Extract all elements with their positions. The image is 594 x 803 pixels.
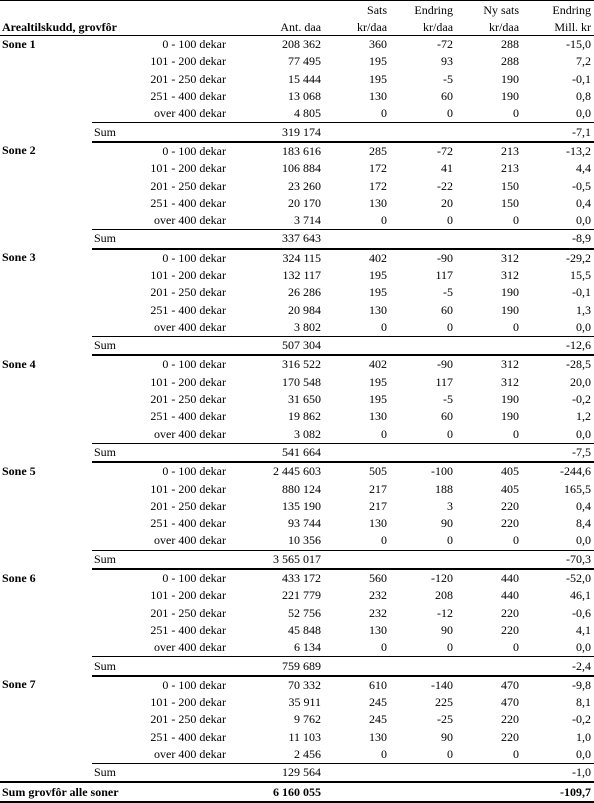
table-row (0, 711, 594, 728)
ant-daa-value: 11 103 (288, 729, 322, 744)
sats-value: 130 (369, 302, 388, 317)
endring-mill-value: 0,4 (576, 195, 592, 210)
endring-value: 90 (441, 516, 454, 531)
ny-sats-value: 0 (513, 747, 520, 762)
sats-value: 610 (369, 677, 388, 692)
table-row (0, 408, 594, 425)
ny-sats-value: 0 (513, 533, 520, 548)
ny-sats-value: 470 (501, 695, 520, 710)
sum-endring-mill: -8,9 (522, 230, 594, 249)
zone-name: Sone 5 (2, 463, 36, 478)
sats-value: 232 (369, 588, 388, 603)
ny-sats-value: 220 (501, 729, 520, 744)
endring-mill-value: -28,5 (566, 357, 592, 372)
table-row (0, 195, 594, 212)
table-row (0, 177, 594, 194)
endring-value: -72 (437, 143, 454, 158)
table-row (0, 267, 594, 284)
sum-endring-mill: -7,1 (522, 123, 594, 142)
endring-value: -5 (443, 392, 454, 407)
endring-mill-value: 8,1 (576, 695, 592, 710)
ny-sats-value: 190 (501, 302, 520, 317)
sats-value: 195 (369, 54, 388, 69)
ny-sats-value: 288 (501, 54, 520, 69)
table-row (0, 639, 594, 657)
zone-name: Sone 3 (2, 250, 36, 265)
endring-mill-value: 1,2 (576, 409, 592, 424)
interval-label: 251 - 400 dekar (150, 409, 226, 424)
table-row (0, 301, 594, 318)
sats-value: 0 (381, 213, 388, 228)
ant-daa-value: 3 802 (294, 319, 322, 334)
interval-label: 201 - 250 dekar (150, 712, 226, 727)
endring-mill-value: 4,4 (576, 161, 592, 176)
table-row (0, 105, 594, 123)
sum-endring-mill: -7,5 (522, 443, 594, 462)
sats-value: 195 (369, 392, 388, 407)
endring-mill-value: 8,4 (576, 516, 592, 531)
ny-sats-value: 440 (501, 571, 520, 586)
endring-value: 3 (447, 498, 454, 513)
table-row (0, 374, 594, 391)
interval-label: 201 - 250 dekar (150, 605, 226, 620)
ant-daa-value: 70 332 (288, 677, 322, 692)
endring-mill-value: 0,0 (576, 640, 592, 655)
sats-value: 0 (381, 319, 388, 334)
ant-daa-value: 2 456 (294, 747, 322, 762)
ny-sats-value: 213 (501, 161, 520, 176)
table-row (0, 88, 594, 105)
table-row (0, 249, 594, 267)
endring-value: -25 (437, 712, 454, 727)
interval-label: over 400 dekar (154, 426, 226, 441)
table-row (0, 284, 594, 301)
ant-daa-value: 324 115 (282, 250, 322, 265)
interval-label: over 400 dekar (154, 319, 226, 334)
interval-label: 201 - 250 dekar (150, 285, 226, 300)
table-row (0, 160, 594, 177)
table-row (0, 569, 594, 587)
ny-sats-value: 220 (501, 622, 520, 637)
endring-value: -5 (443, 285, 454, 300)
zone-sum-row (0, 337, 594, 356)
table-title: Arealtilskudd, grovfôr (0, 18, 234, 36)
interval-label: 201 - 250 dekar (150, 178, 226, 193)
endring-mill-value: -0,1 (572, 71, 592, 86)
header-endring: Endring (414, 3, 454, 17)
sats-value: 232 (369, 605, 388, 620)
header-sats: Sats (367, 3, 388, 17)
interval-label: 201 - 250 dekar (150, 71, 226, 86)
zone-sum-row (0, 657, 594, 676)
ant-daa-value: 20 170 (288, 195, 322, 210)
endring-mill-value: 165,5 (564, 481, 592, 496)
ny-sats-value: 470 (501, 677, 520, 692)
sats-value: 0 (381, 106, 388, 121)
sats-value: 0 (381, 533, 388, 548)
interval-label: 201 - 250 dekar (150, 392, 226, 407)
sats-value: 560 (369, 571, 388, 586)
endring-value: 0 (447, 640, 454, 655)
ant-daa-value: 221 779 (282, 588, 322, 603)
ny-sats-value: 220 (501, 516, 520, 531)
header-ny-sats: Ny sats (483, 3, 520, 17)
endring-value: 60 (441, 89, 454, 104)
sum-endring-mill: -12,6 (522, 337, 594, 356)
sum-label: Sum (92, 764, 234, 783)
ny-sats-value: 405 (501, 464, 520, 479)
endring-mill-value: 1,3 (576, 302, 592, 317)
interval-label: 101 - 200 dekar (150, 374, 226, 389)
interval-label: 101 - 200 dekar (150, 588, 226, 603)
endring-mill-value: 20,0 (570, 374, 592, 389)
endring-mill-value: 0,4 (576, 498, 592, 513)
sats-value: 195 (369, 268, 388, 282)
table-row (0, 212, 594, 230)
header-row-2 (0, 18, 594, 36)
sum-label: Sum (92, 123, 234, 142)
endring-value: 0 (447, 426, 454, 441)
interval-label: 101 - 200 dekar (150, 481, 226, 496)
zone-sum-row (0, 123, 594, 142)
endring-mill-value: -15,0 (566, 37, 592, 52)
ny-sats-value: 312 (501, 268, 520, 282)
ant-daa-value: 52 756 (288, 605, 322, 620)
sats-value: 402 (369, 357, 388, 372)
table-row (0, 71, 594, 88)
endring-value: 0 (447, 213, 454, 228)
endring-value: 225 (435, 695, 454, 710)
interval-label: 0 - 100 dekar (162, 250, 226, 265)
ny-sats-value: 312 (501, 250, 520, 265)
ant-daa-value: 208 362 (282, 37, 322, 52)
header-ant-daa: Ant. daa (234, 18, 324, 36)
table-row (0, 355, 594, 373)
interval-label: over 400 dekar (154, 213, 226, 228)
ny-sats-value: 312 (501, 357, 520, 372)
zone-sum-row (0, 443, 594, 462)
interval-label: 0 - 100 dekar (162, 464, 226, 479)
sum-ant-daa: 129 564 (234, 764, 324, 783)
zone-name: Sone 7 (2, 677, 36, 692)
table-row (0, 515, 594, 532)
ant-daa-value: 183 616 (282, 143, 322, 158)
ant-daa-value: 9 762 (294, 712, 322, 727)
endring-mill-value: 0,8 (576, 89, 592, 104)
table-row (0, 729, 594, 746)
sats-value: 360 (369, 37, 388, 52)
sats-value: 195 (369, 71, 388, 86)
interval-label: 101 - 200 dekar (150, 54, 226, 69)
ny-sats-value: 150 (501, 178, 520, 193)
interval-label: over 400 dekar (154, 747, 226, 762)
sats-value: 130 (369, 622, 388, 637)
sats-value: 195 (369, 285, 388, 300)
interval-label: 251 - 400 dekar (150, 195, 226, 210)
interval-label: 251 - 400 dekar (150, 89, 226, 104)
ny-sats-value: 0 (513, 640, 520, 655)
interval-label: 101 - 200 dekar (150, 695, 226, 710)
ny-sats-value: 150 (501, 195, 520, 210)
endring-value: 208 (435, 588, 454, 603)
sats-value: 130 (369, 516, 388, 531)
sats-value: 245 (369, 712, 388, 727)
header-endring-mill: Endring (552, 3, 592, 17)
interval-label: 251 - 400 dekar (150, 302, 226, 317)
ny-sats-value: 190 (501, 392, 520, 407)
ant-daa-value: 433 172 (282, 571, 322, 586)
sum-ant-daa: 337 643 (234, 230, 324, 249)
ant-daa-value: 3 714 (294, 213, 322, 228)
sats-value: 217 (369, 481, 388, 496)
endring-mill-value: 15,5 (570, 268, 592, 282)
endring-mill-value: 0,0 (576, 747, 592, 762)
interval-label: 101 - 200 dekar (150, 161, 226, 176)
ny-sats-value: 0 (513, 213, 520, 228)
zone-sum-row (0, 550, 594, 569)
endring-mill-value: 0,0 (576, 533, 592, 548)
endring-mill-value: 46,1 (570, 588, 592, 603)
interval-label: 251 - 400 dekar (150, 516, 226, 531)
endring-mill-value: -0,2 (572, 712, 592, 727)
interval-label: over 400 dekar (154, 533, 226, 548)
interval-label: 0 - 100 dekar (162, 37, 226, 52)
interval-label: 251 - 400 dekar (150, 729, 226, 744)
endring-value: 0 (447, 106, 454, 121)
ny-sats-value: 190 (501, 89, 520, 104)
sum-endring-mill: -1,0 (522, 764, 594, 783)
endring-mill-value: 4,1 (576, 622, 592, 637)
ny-sats-value: 288 (501, 37, 520, 52)
endring-value: 117 (435, 268, 454, 282)
sats-value: 130 (369, 729, 388, 744)
table-row (0, 36, 594, 54)
interval-label: over 400 dekar (154, 640, 226, 655)
interval-label: 0 - 100 dekar (162, 357, 226, 372)
ny-sats-value: 190 (501, 409, 520, 424)
endring-mill-value: -52,0 (566, 571, 592, 586)
sats-value: 130 (369, 89, 388, 104)
ant-daa-value: 6 134 (294, 640, 322, 655)
table-row (0, 498, 594, 515)
sum-label: Sum (92, 443, 234, 462)
ant-daa-value: 31 650 (288, 392, 322, 407)
sats-value: 245 (369, 695, 388, 710)
endring-value: -22 (437, 178, 454, 193)
sats-value: 195 (369, 374, 388, 389)
ny-sats-value: 190 (501, 285, 520, 300)
zone-name: Sone 6 (2, 570, 36, 585)
table-row (0, 319, 594, 337)
endring-mill-value: -0,5 (572, 178, 592, 193)
table-row (0, 694, 594, 711)
table-row (0, 142, 594, 160)
sum-endring-mill: -2,4 (522, 657, 594, 676)
endring-mill-value: -0,2 (572, 392, 592, 407)
sats-value: 0 (381, 640, 388, 655)
ant-daa-value: 35 911 (288, 695, 322, 710)
table-row (0, 587, 594, 604)
zone-name: Sone 1 (2, 37, 36, 52)
table-row (0, 622, 594, 639)
ny-sats-value: 190 (501, 71, 520, 86)
table-row (0, 426, 594, 444)
ny-sats-value: 220 (501, 498, 520, 513)
ny-sats-value: 312 (501, 374, 520, 389)
ant-daa-value: 23 260 (288, 178, 322, 193)
endring-mill-value: -13,2 (566, 143, 592, 158)
ny-sats-value: 0 (513, 106, 520, 121)
grand-total-endring-mill: -109,7 (522, 782, 594, 801)
ny-sats-value: 220 (501, 605, 520, 620)
ant-daa-value: 13 068 (288, 89, 322, 104)
endring-mill-value: 0,0 (576, 213, 592, 228)
ny-sats-value: 0 (513, 426, 520, 441)
interval-label: 101 - 200 dekar (150, 268, 226, 282)
table-row (0, 676, 594, 694)
ant-daa-value: 77 495 (288, 54, 322, 69)
endring-value: -5 (443, 71, 454, 86)
ant-daa-value: 26 286 (288, 285, 322, 300)
table-row (0, 391, 594, 408)
sum-label: Sum (92, 657, 234, 676)
sum-label: Sum (92, 230, 234, 249)
ant-daa-value: 3 082 (294, 426, 322, 441)
sats-value: 402 (369, 250, 388, 265)
endring-value: 60 (441, 409, 454, 424)
ny-sats-value: 213 (501, 143, 520, 158)
ant-daa-value: 170 548 (282, 374, 322, 389)
table-row (0, 605, 594, 622)
ant-daa-value: 135 190 (282, 498, 322, 513)
endring-value: 90 (441, 622, 454, 637)
sum-ant-daa: 319 174 (234, 123, 324, 142)
endring-mill-value: 7,2 (576, 54, 592, 69)
ant-daa-value: 93 744 (288, 516, 322, 531)
ant-daa-value: 880 124 (282, 481, 322, 496)
grand-total-row (0, 782, 594, 801)
interval-label: 0 - 100 dekar (162, 571, 226, 586)
grand-total-ant: 6 160 055 (234, 782, 324, 801)
ant-daa-value: 45 848 (288, 622, 322, 637)
sats-value: 0 (381, 747, 388, 762)
endring-value: -100 (431, 464, 454, 479)
interval-label: 251 - 400 dekar (150, 622, 226, 637)
endring-value: 90 (441, 729, 454, 744)
zone-body (0, 36, 594, 783)
grand-total-label: Sum grovfôr alle soner (0, 782, 234, 801)
endring-mill-value: -0,6 (572, 605, 592, 620)
sats-value: 285 (369, 143, 388, 158)
endring-mill-value: -0,1 (572, 285, 592, 300)
table-row (0, 746, 594, 764)
sum-ant-daa: 3 565 017 (234, 550, 324, 569)
endring-mill-value: 0,0 (576, 319, 592, 334)
ny-sats-value: 220 (501, 712, 520, 727)
sum-ant-daa: 507 304 (234, 337, 324, 356)
ant-daa-value: 2 445 603 (273, 464, 322, 479)
sats-value: 130 (369, 409, 388, 424)
interval-label: 0 - 100 dekar (162, 677, 226, 692)
ny-sats-value: 0 (513, 319, 520, 334)
endring-mill-value: 1,0 (576, 729, 592, 744)
sum-label: Sum (92, 337, 234, 356)
endring-value: -140 (431, 677, 454, 692)
table-row (0, 532, 594, 550)
header-ny-sats-unit: kr/daa (456, 18, 522, 36)
ant-daa-value: 10 356 (288, 533, 322, 548)
endring-value: -90 (437, 250, 454, 265)
ant-daa-value: 19 862 (288, 409, 322, 424)
endring-value: 41 (441, 161, 454, 176)
endring-value: 188 (435, 481, 454, 496)
endring-mill-value: -9,8 (572, 677, 592, 692)
endring-value: 20 (441, 195, 454, 210)
ant-daa-value: 106 884 (282, 161, 322, 176)
sum-label: Sum (92, 550, 234, 569)
endring-value: -72 (437, 37, 454, 52)
sats-value: 0 (381, 426, 388, 441)
ant-daa-value: 132 117 (282, 268, 322, 282)
endring-value: -90 (437, 357, 454, 372)
table-row (0, 462, 594, 480)
endring-value: 0 (447, 319, 454, 334)
interval-label: 0 - 100 dekar (162, 143, 226, 158)
ant-daa-value: 316 522 (282, 357, 322, 372)
endring-mill-value: -29,2 (566, 250, 592, 265)
interval-label: 201 - 250 dekar (150, 498, 226, 513)
sats-value: 505 (369, 464, 388, 479)
header-endring-unit: kr/daa (390, 18, 456, 36)
sum-ant-daa: 541 664 (234, 443, 324, 462)
table-row (0, 480, 594, 497)
sats-value: 217 (369, 498, 388, 513)
endring-value: 60 (441, 302, 454, 317)
endring-value: 0 (447, 747, 454, 762)
ant-daa-value: 15 444 (288, 71, 322, 86)
header-sats-unit: kr/daa (324, 18, 390, 36)
sum-ant-daa: 759 689 (234, 657, 324, 676)
ny-sats-value: 440 (501, 588, 520, 603)
endring-value: 117 (435, 374, 454, 389)
table-row (0, 53, 594, 70)
zone-sum-row (0, 764, 594, 783)
sats-value: 172 (369, 161, 388, 176)
header-endring-mill-unit: Mill. kr (522, 18, 594, 36)
zone-name: Sone 4 (2, 356, 36, 371)
sats-value: 130 (369, 195, 388, 210)
zone-sum-row (0, 230, 594, 249)
header-row-1 (0, 1, 594, 19)
endring-mill-value: 0,0 (576, 426, 592, 441)
ny-sats-value: 405 (501, 481, 520, 496)
zone-name: Sone 2 (2, 143, 36, 158)
endring-value: 93 (441, 54, 454, 69)
endring-value: -12 (437, 605, 454, 620)
sum-endring-mill: -70,3 (522, 550, 594, 569)
endring-value: -120 (431, 571, 454, 586)
ant-daa-value: 20 984 (288, 302, 322, 317)
interval-label: over 400 dekar (154, 106, 226, 121)
ant-daa-value: 4 805 (294, 106, 322, 121)
endring-mill-value: -244,6 (560, 464, 592, 479)
endring-mill-value: 0,0 (576, 106, 592, 121)
sats-value: 172 (369, 178, 388, 193)
endring-value: 0 (447, 533, 454, 548)
